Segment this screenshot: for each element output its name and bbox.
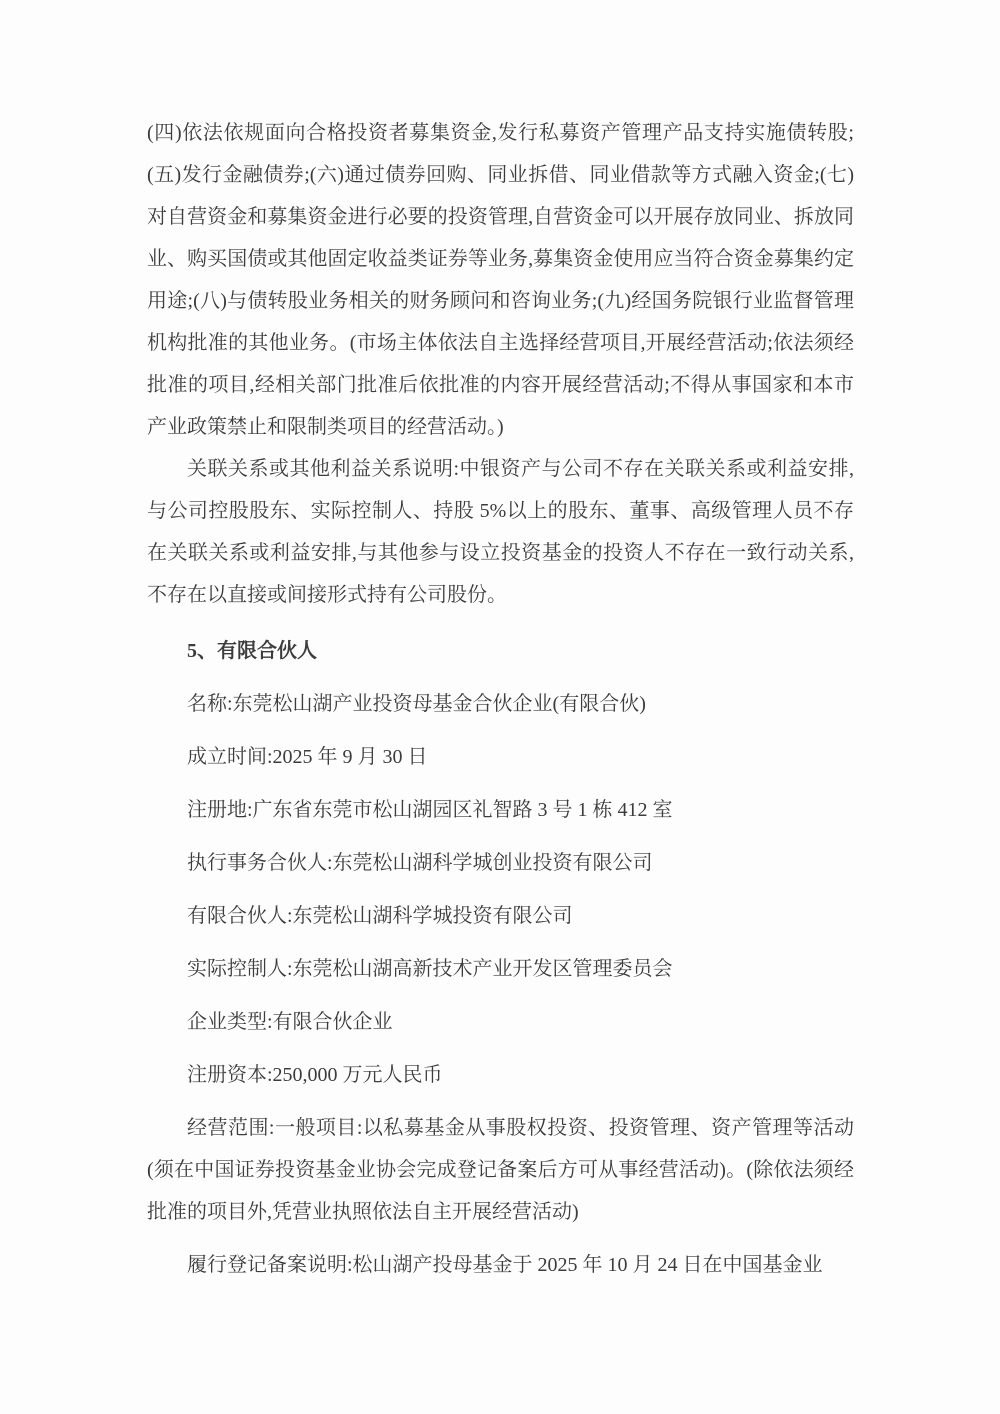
paragraph: 执行事务合伙人:东莞松山湖科学城创业投资有限公司	[187, 852, 653, 874]
paragraph: 关联关系或其他利益关系说明:中银资产与公司不存在关联关系或利益安排,与公司控股股东、实际控制人、持股 5%以上的股东、董事、高级管理人员不存在关联关系或利益安排,与其他参与设立投资基金的投资人不存在一致行动关系,不存在以直接或间接形式持有公司股份。	[147, 458, 854, 606]
paragraph: 注册资本:250,000 万元人民币	[187, 1064, 443, 1086]
section-heading: 5、有限合伙人	[187, 640, 317, 662]
paragraph: 成立时间:2025 年 9 月 30 日	[187, 746, 428, 768]
paragraph: 实际控制人:东莞松山湖高新技术产业开发区管理委员会	[187, 958, 673, 980]
document-body	[147, 112, 854, 1286]
paragraph: 经营范围:一般项目:以私募基金从事股权投资、投资管理、资产管理等活动(须在中国证券投资基金业协会完成登记备案后方可从事经营活动)。(除依法须经批准的项目外,凭营业执照依法自主开展经营活动)	[147, 1117, 854, 1223]
paragraph: 履行登记备案说明:松山湖产投母基金于 2025 年 10 月 24 日在中国基金业	[187, 1254, 823, 1276]
paragraph: 名称:东莞松山湖产业投资母基金合伙企业(有限合伙)	[187, 693, 646, 715]
paragraph: 注册地:广东省东莞市松山湖园区礼智路 3 号 1 栋 412 室	[187, 799, 673, 821]
paragraph: (四)依法依规面向合格投资者募集资金,发行私募资产管理产品支持实施债转股;(五)发行金融债券;(六)通过债券回购、同业拆借、同业借款等方式融入资金;(七)对自营资金和募集资金进行必要的投资管理,自营资金可以开展存放同业、拆放同业、购买国债或其他固定收益类证券等业务,募集资金使用应当符合资金募集约定用途;(八)与债转股业务相关的财务顾问和咨询业务;(九)经国务院银行业监督管理机构批准的其他业务。(市场主体依法自主选择经营项目,开展经营活动;依法须经批准的项目,经相关部门批准后依批准的内容开展经营活动;不得从事国家和本市产业政策禁止和限制类项目的经营活动。)	[147, 122, 854, 438]
paragraph: 企业类型:有限合伙企业	[187, 1011, 393, 1033]
paragraph: 有限合伙人:东莞松山湖科学城投资有限公司	[187, 905, 573, 927]
